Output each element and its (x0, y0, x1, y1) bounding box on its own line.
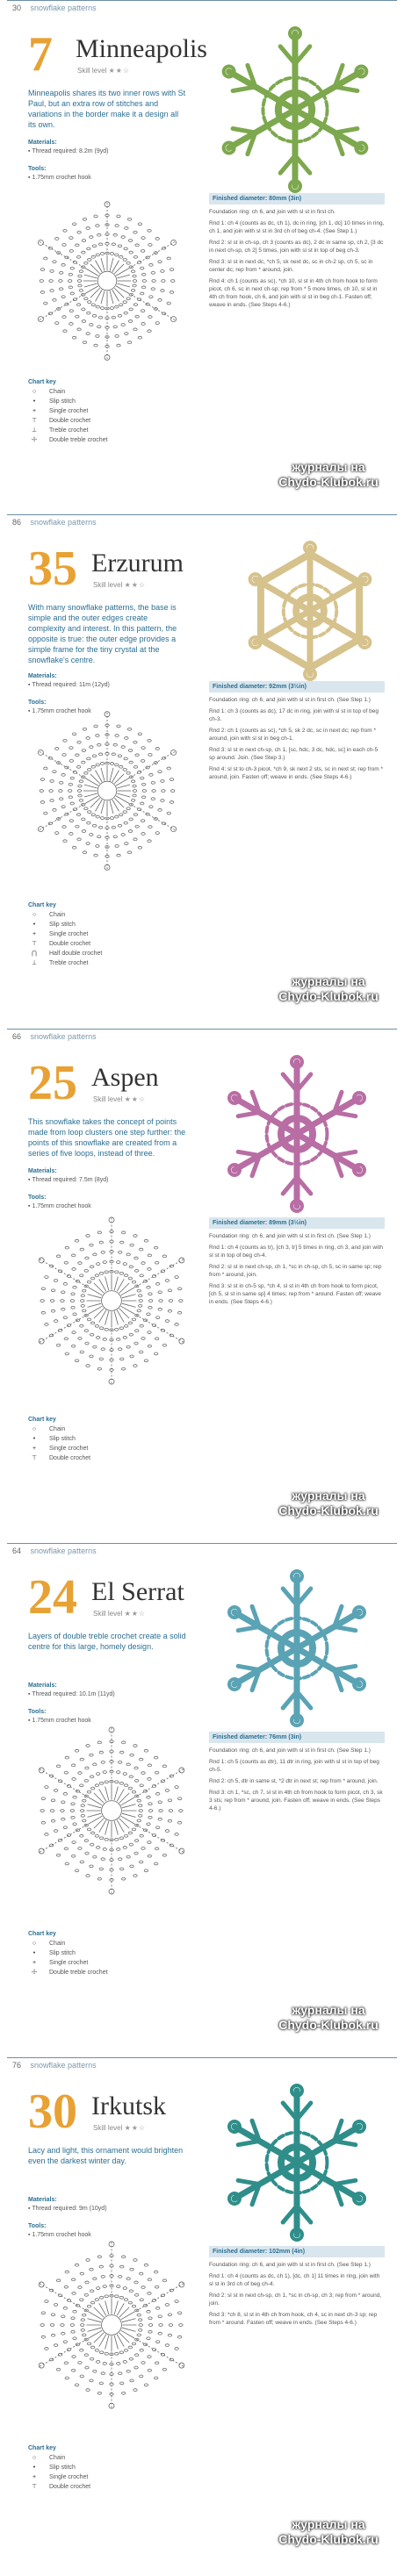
watermark: журналы на Chydo-Klubok.ru (278, 974, 379, 1003)
page-header (7, 514, 397, 528)
chart-key: Chart key ○ Chain • Slip stitch + Single crochet ⊤ Double crochet (28, 2443, 195, 2492)
pattern-round: Rnd 1: ch 3 (counts as dc), 17 dc in ring, join with sl st in top of beg ch-3. (209, 708, 379, 722)
pattern-round: Foundation ring: ch 6, and join with sl st in first ch. (See Step 1.) (209, 1233, 371, 1239)
stitch-name: Single crochet (49, 931, 89, 937)
chart-key-item (28, 1939, 195, 1948)
crochet-chart-diagram (19, 2224, 204, 2426)
pattern-title: El Serrat (91, 1577, 184, 1606)
chart-key-item (28, 416, 195, 426)
skill-level: Skill level ★★☆ (93, 2124, 147, 2132)
stitch-name: Treble crochet (49, 960, 89, 966)
pattern-round: Foundation ring: ch 6, and join with sl st in first ch. (See Step 1.) (209, 2262, 371, 2268)
materials-block: Materials: ▪ Thread required: 10.1m (11yd) Tools: ▪ 1.75mm crochet hook (28, 1683, 115, 1724)
star-icon: ★★☆ (124, 581, 147, 589)
pattern-round: Rnd 3: sl st in next ch-sp, ch 1, [sc, hdc, 3 dc, hdc, sc] in each ch-5 sp around. Join. (See Step 3.) (209, 747, 379, 761)
chart-key-item (28, 2463, 195, 2472)
chart-key-item (28, 958, 195, 968)
page-number: 64 (12, 1546, 22, 1555)
pattern-intro: Minneapolis shares its two inner rows with St Paul, but an extra row of stitches and variations in the border make it a design all its own. (28, 89, 186, 129)
pattern-round: Rnd 2: ch 5, dtr in same st, *2 dtr in next st; rep from * around, join. (209, 1778, 379, 1784)
hook-icon: ▪ (28, 1718, 31, 1724)
stitch-name: Single crochet (49, 408, 89, 414)
pattern-round: Foundation ring: ch 6, and join with sl st in first ch. (209, 209, 335, 215)
stitch-symbol: ☩ (31, 437, 38, 443)
snowflake-photo (209, 26, 381, 193)
stitch-name: Chain (49, 912, 66, 918)
stitch-symbol: ⋂ (32, 951, 37, 957)
stitch-symbol: + (32, 2474, 37, 2480)
stitch-symbol: ○ (32, 2455, 37, 2461)
stitch-name: Double crochet (49, 941, 91, 947)
pattern-round: Rnd 4: sl st to ch-3 picot, *ch 9, sk next 2 sts, sc in next st; rep from * around, join. Fasten off; weave in ends. (See Steps 4-6.) (209, 766, 383, 780)
chart-key-item (28, 1444, 195, 1453)
stitch-symbol: ○ (32, 1941, 37, 1947)
pattern-instructions (209, 1217, 385, 1310)
section-name: snowflake patterns (30, 4, 97, 12)
stitch-name: Slip stitch (49, 2465, 76, 2471)
page-number: 86 (12, 518, 22, 527)
pattern-instructions (209, 681, 385, 785)
pattern-intro: This snowflake takes the concept of points made from loop clusters one step further: the points of this snowflake are created from a series of five loops, instead of three. (28, 1117, 186, 1158)
finished-diameter: Finished diameter: 80mm (3in) (209, 193, 385, 205)
pattern-round: Rnd 1: ch 4 (counts as tr), [ch 3, tr] 5 times in ring, ch 3, and join with sl st in top of beg ch-4. (209, 1245, 383, 1259)
section-name: snowflake patterns (30, 1546, 97, 1555)
stitch-symbol: • (32, 1950, 36, 1956)
chart-key-item (28, 435, 195, 445)
chart-key-item (28, 2453, 195, 2463)
hook-icon: ▪ (28, 2232, 31, 2238)
star-icon: ★★☆ (124, 2124, 147, 2132)
page-header (7, 1029, 397, 1043)
chart-key: Chart key ○ Chain • Slip stitch + Single crochet ⊤ Double crochet (28, 1415, 195, 1463)
stitch-name: Slip stitch (49, 922, 76, 928)
pattern-page-5 (7, 2057, 397, 2572)
snowflake-photo (209, 1055, 385, 1213)
pattern-title: Erzurum (91, 549, 184, 578)
star-icon: ★★☆ (108, 67, 131, 75)
section-name: snowflake patterns (30, 2061, 97, 2070)
stitch-name: Single crochet (49, 2474, 89, 2480)
snowflake-photo (209, 1569, 385, 1727)
stitch-symbol: + (32, 931, 37, 937)
stitch-symbol: ○ (32, 912, 37, 918)
pattern-round: Rnd 2: ch 1 (counts as sc), *ch 5, sk 2 dc, sc in next dc; rep from * around, join with sl st in beg ch-1. (209, 728, 377, 742)
pattern-round: Rnd 3: *ch 8, sl st in 4th ch from hook, ch 4, sc in next ch-3 sp; rep from * around. Fasten off; weave in ends. (See Steps 4-6.) (209, 2312, 378, 2326)
pattern-round: Rnd 2: sl st in next ch-sp, ch 1, *sc in ch-sp, ch 3; rep from * around, join. (209, 2293, 382, 2307)
chart-key: Chart key ○ Chain • Slip stitch + Single crochet ☩ Double treble crochet (28, 1929, 195, 1977)
stitch-name: Slip stitch (49, 1950, 76, 1956)
stitch-symbol: ⊥ (31, 960, 38, 966)
stitch-name: Chain (49, 389, 66, 395)
hook-icon: ▪ (28, 1203, 31, 1209)
stitch-symbol: ⊤ (31, 418, 38, 424)
chart-key-item (28, 1948, 195, 1958)
pattern-instructions (209, 1732, 385, 1816)
thread-icon: ▪ (28, 682, 31, 688)
chart-key-item (28, 949, 195, 958)
stitch-name: Double treble crochet (49, 437, 108, 443)
stitch-symbol: ○ (32, 1426, 37, 1432)
page-header (7, 1543, 397, 1557)
stitch-symbol: ○ (32, 389, 37, 395)
chart-key-item (28, 2482, 195, 2492)
pattern-round: Rnd 1: ch 5 (counts as dtr), 11 dtr in ring, join with sl st in top of beg ch-5. (209, 1759, 379, 1773)
stitch-symbol: ⊤ (31, 941, 38, 947)
stitch-symbol: • (32, 1436, 36, 1442)
pattern-page-3 (7, 1029, 397, 1543)
section-name: snowflake patterns (30, 518, 97, 527)
pattern-title: Minneapolis (76, 34, 207, 63)
pattern-round: Rnd 2: sl st in next ch-sp, ch 1, *sc in ch-sp, ch 5, sc in same sp; rep from * around, join. (209, 1264, 382, 1278)
stitch-name: Chain (49, 2455, 66, 2461)
stitch-symbol: ☩ (31, 1970, 38, 1976)
pattern-page-1 (7, 0, 397, 514)
star-icon: ★★☆ (124, 1095, 147, 1103)
materials-block: Materials: ▪ Thread required: 7.5m (8yd) Tools: ▪ 1.75mm crochet hook (28, 1168, 109, 1209)
finished-diameter: Finished diameter: 102mm (4in) (209, 2246, 385, 2257)
stitch-name: Single crochet (49, 1960, 89, 1966)
pattern-round: Rnd 4: ch 1 (counts as sc), *ch 10, sl st in 4th ch from hook to form picot, ch 6, sc in next ch-sp; rep from * 5 more times, ch 10, sl st in 4th ch from hook, ch 6, and join with sl st in beg ch-1. Fasten off; weave in ends. (See Steps 4-6.) (209, 278, 378, 308)
hook-icon: ▪ (28, 175, 31, 181)
chart-key-item (28, 387, 195, 397)
stitch-name: Double crochet (49, 2484, 91, 2490)
pattern-intro: Lacy and light, this ornament would brighten even the darkest winter day. (28, 2146, 184, 2165)
pattern-round: Rnd 1: ch 4 (counts as dc, ch 1), dc in ring, [ch 1, dc] 10 times in ring, ch 1, and join with sl st in 3rd ch of beg ch-4. (See Step 1.) (209, 220, 385, 234)
stitch-name: Single crochet (49, 1446, 89, 1452)
chart-key-item (28, 2472, 195, 2482)
pattern-number: 30 (28, 2084, 77, 2139)
snowflake-photo (209, 2084, 385, 2242)
pattern-number: 35 (28, 542, 77, 596)
thread-icon: ▪ (28, 148, 31, 154)
stitch-name: Chain (49, 1941, 66, 1947)
watermark: журналы на Chydo-Klubok.ru (278, 2517, 379, 2546)
page-header (7, 0, 397, 14)
stitch-symbol: ⊥ (31, 427, 38, 434)
chart-key: Chart key ○ Chain • Slip stitch + Single crochet ⊤ Double crochet ⋂ Half double crochet ⊥ Treble crochet (28, 901, 195, 968)
thread-icon: ▪ (28, 2206, 31, 2212)
crochet-chart-diagram (19, 184, 195, 377)
chart-key-item (28, 397, 195, 406)
chart-key-item (28, 1958, 195, 1968)
pattern-title: Irkutsk (91, 2092, 166, 2120)
thread-icon: ▪ (28, 1177, 31, 1183)
stitch-name: Slip stitch (49, 1436, 76, 1442)
chart-key-item (28, 1434, 195, 1444)
pattern-number: 7 (28, 27, 53, 82)
pattern-page-4 (7, 1543, 397, 2057)
chart-key-item (28, 910, 195, 920)
crochet-chart-diagram (19, 1204, 204, 1397)
materials-block: Materials: ▪ Thread required: 8.2m (9yd) Tools: ▪ 1.75mm crochet hook (28, 140, 109, 181)
pattern-title: Aspen (91, 1063, 159, 1092)
skill-level: Skill level ★★☆ (77, 67, 131, 75)
watermark: журналы на Chydo-Klubok.ru (278, 460, 379, 489)
stitch-symbol: • (32, 922, 36, 928)
pattern-round: Rnd 3: ch 1, *sc, ch 7, sl st in 4th ch from hook to form picot, ch 3, sk 3 sts; rep from * around, join. Fasten off; weave in ends. (See Steps 4-6.) (209, 1790, 383, 1812)
skill-level: Skill level ★★☆ (93, 581, 147, 589)
pattern-intro: With many snowflake patterns, the base is simple and the outer edges create complexity and interest. In this pattern, the opposite is true: the outer edge provides a simple frame for the tiny crystal at the snowflake's centre. (28, 603, 177, 664)
chart-key-item (28, 406, 195, 416)
pattern-round: Rnd 1: ch 4 (counts as dc, ch 1), [dc, ch 1] 11 times in ring, join with sl st in 3rd ch of beg ch-4. (209, 2273, 380, 2287)
finished-diameter: Finished diameter: 76mm (3in) (209, 1732, 385, 1743)
pattern-intro: Layers of double treble crochet create a solid centre for this large, homely design. (28, 1632, 186, 1651)
stitch-name: Double crochet (49, 418, 91, 424)
stitch-name: Slip stitch (49, 398, 76, 405)
stitch-symbol: + (32, 408, 37, 414)
page-number: 66 (12, 1032, 22, 1041)
pattern-round: Foundation ring: ch 6, and join with sl st in first ch. (See Step 1.) (209, 1747, 371, 1754)
stitch-symbol: ⊤ (31, 2484, 38, 2490)
chart-key-item (28, 929, 195, 939)
stitch-name: Double treble crochet (49, 1970, 108, 1976)
skill-level: Skill level ★★☆ (93, 1610, 147, 1618)
star-icon: ★★☆ (124, 1610, 147, 1618)
watermark: журналы на Chydo-Klubok.ru (278, 2003, 379, 2032)
stitch-name: Treble crochet (49, 427, 89, 434)
chart-key-item (28, 1424, 195, 1434)
pattern-number: 24 (28, 1570, 77, 1625)
chart-key-item (28, 1968, 195, 1977)
finished-diameter: Finished diameter: 89mm (3½in) (209, 1217, 385, 1229)
crochet-chart-diagram (19, 1710, 204, 1912)
materials-block: Materials: ▪ Thread required: 9m (10yd) Tools: ▪ 1.75mm crochet hook (28, 2197, 107, 2238)
pattern-round: Foundation ring: ch 6, and join with sl st in first ch. (See Step 1.) (209, 697, 371, 703)
stitch-symbol: + (32, 1446, 37, 1452)
stitch-name: Double crochet (49, 1455, 91, 1461)
hook-icon: ▪ (28, 708, 31, 714)
chart-key-item (28, 1453, 195, 1463)
pattern-round: Rnd 3: sl st in next dc, *ch 5, sk next dc, sc in ch-2 sp, ch 5, sc in center dc; rep from * around, join. (209, 259, 373, 273)
finished-diameter: Finished diameter: 92mm (3½in) (209, 681, 385, 692)
skill-level: Skill level ★★☆ (93, 1095, 147, 1103)
stitch-symbol: • (32, 2465, 36, 2471)
page-number: 76 (12, 2061, 22, 2070)
pattern-number: 25 (28, 1056, 77, 1110)
stitch-name: Half double crochet (49, 951, 103, 957)
pattern-round: Rnd 2: sl st in ch-sp, ch 3 (counts as dc), 2 dc in same sp, ch 2, [3 dc in next ch-sp, ch 2] 5 times, join with sl st in top of beg ch-3. (209, 240, 384, 254)
thread-icon: ▪ (28, 1691, 31, 1697)
pattern-instructions (209, 193, 385, 312)
stitch-symbol: • (32, 398, 36, 405)
crochet-chart-diagram (19, 694, 195, 887)
stitch-symbol: + (32, 1960, 37, 1966)
stitch-name: Chain (49, 1426, 66, 1432)
page-header (7, 2057, 397, 2071)
snowflake-photo (235, 541, 385, 681)
materials-block: Materials: ▪ Thread required: 11m (12yd) Tools: ▪ 1.75mm crochet hook (28, 673, 110, 714)
watermark: журналы на Chydo-Klubok.ru (278, 1489, 379, 1518)
chart-key-item (28, 920, 195, 929)
pattern-page-2 (7, 514, 397, 1029)
pattern-instructions (209, 2246, 385, 2330)
pattern-round: Rnd 3: sl st in ch-5 sp, *ch 4, sl st in 4th ch from hook to form picot, [ch 5, sl st in same sp] 4 times; rep from * around. Fasten off; weave in ends. (See Steps 4-6.) (209, 1283, 382, 1305)
page-number: 30 (12, 4, 22, 12)
chart-key-item (28, 426, 195, 435)
chart-key: Chart key ○ Chain • Slip stitch + Single crochet ⊤ Double crochet ⊥ Treble crochet ☩ Double treble crochet (28, 377, 195, 445)
stitch-symbol: ⊤ (31, 1455, 38, 1461)
section-name: snowflake patterns (30, 1032, 97, 1041)
chart-key-item (28, 939, 195, 949)
